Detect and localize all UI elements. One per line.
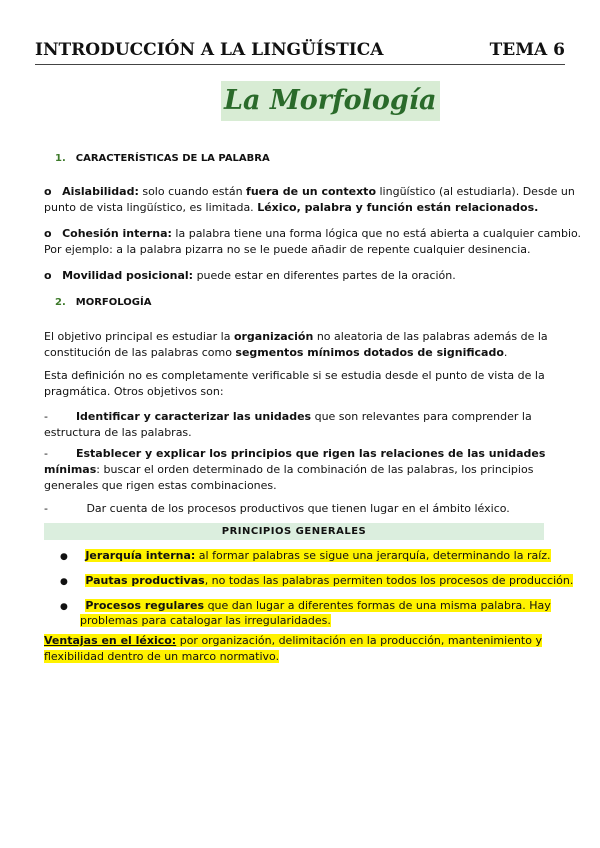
emphasis: fuera de un contexto — [246, 185, 376, 198]
text: que son relevantes para comprender la — [311, 410, 532, 423]
principios-heading: PRINCIPIOS GENERALES — [44, 523, 544, 540]
cohesion-line-1 — [44, 227, 581, 240]
topic-number: TEMA 6 — [489, 40, 565, 60]
dash: - — [44, 502, 48, 515]
objetivo-line-2 — [44, 346, 507, 359]
text: , no todas las palabras permiten todos los procesos de producción. — [204, 574, 574, 587]
dash: - — [44, 447, 48, 460]
emphasis: Jerarquía interna: — [85, 549, 196, 562]
text: que dan lugar a diferentes formas de una misma palabra. Hay — [204, 599, 551, 612]
emphasis: Pautas productivas — [85, 574, 205, 587]
dash: - — [44, 410, 48, 423]
list-marker: o — [44, 185, 52, 198]
text: por organización, delimitación en la producción, mantenimiento y — [176, 634, 542, 647]
definicion-line-2: pragmática. Otros objetivos son: — [44, 385, 224, 398]
section-number: 1. — [55, 153, 66, 164]
aislabilidad-line-1 — [44, 185, 575, 198]
emphasis: mínimas — [44, 463, 97, 476]
text: no aleatoria de las palabras además de la — [313, 330, 548, 343]
section-title: MORFOLOGÍA — [75, 297, 152, 308]
principio-item — [60, 574, 573, 587]
text: solo cuando están — [138, 185, 247, 198]
text: . — [503, 346, 508, 359]
text: lingüístico (al estudiarla). Desde un — [376, 185, 575, 198]
section-number: 2. — [55, 297, 66, 308]
text: la palabra tiene una forma lógica que no está abierta a cualquier cambio. — [171, 227, 582, 240]
ventajas-label: Ventajas en el léxico: — [44, 634, 177, 647]
movilidad-label: Movilidad posicional: — [62, 269, 194, 282]
text: al formar palabras se sigue una jerarquía, determinando la raíz. — [195, 549, 551, 562]
ventajas-line-1 — [44, 634, 542, 647]
objective-2-line-2 — [44, 463, 533, 476]
cohesion-line-2 — [44, 243, 531, 256]
objetivo-line-1 — [44, 330, 548, 343]
objective-2-line-3: generales que rigen estas combinaciones. — [44, 479, 277, 492]
ventajas-line-2 — [44, 650, 279, 663]
text: El objetivo principal es estudiar la — [44, 330, 234, 343]
bullet-icon: ● — [60, 602, 68, 612]
bullet-icon: ● — [60, 552, 68, 562]
highlighted-text — [85, 599, 550, 612]
cohesion-label: Cohesión interna: — [62, 227, 172, 240]
highlighted-text — [44, 634, 542, 647]
bullet-icon: ● — [60, 577, 68, 587]
text: : buscar el orden determinado de la combinación de las palabras, los principios — [96, 463, 534, 476]
aislabilidad-label: Aislabilidad: — [62, 185, 139, 198]
movilidad-line — [44, 269, 456, 282]
text: Por ejemplo: a la palabra pizarra no se le puede añadir de repente cualquier desinencia. — [44, 243, 531, 256]
list-marker: o — [44, 269, 52, 282]
text: constitución de las palabras como — [44, 346, 236, 359]
principio-item — [60, 599, 551, 612]
emphasis: segmentos mínimos dotados de significado — [235, 346, 504, 359]
principio-item-continuation — [80, 614, 331, 627]
objective-3-line — [44, 502, 510, 515]
list-marker: o — [44, 227, 52, 240]
section-heading-1 — [55, 153, 270, 164]
emphasis: Establecer y explicar los principios que rigen las relaciones de las unidades — [75, 447, 546, 460]
text: Dar cuenta de los procesos productivos que tienen lugar en el ámbito léxico. — [86, 502, 510, 515]
emphasis: Procesos regulares — [85, 599, 205, 612]
objective-1-line-2: estructura de las palabras. — [44, 426, 192, 439]
section-title: CARACTERÍSTICAS DE LA PALABRA — [75, 153, 270, 164]
highlighted-text — [85, 549, 550, 562]
emphasis: Léxico, palabra y función están relacionados. — [257, 201, 539, 214]
highlighted-text — [85, 574, 573, 587]
text: punto de vista lingüístico, es limitada. — [44, 201, 258, 214]
page-header — [35, 40, 565, 65]
objective-2-line-1 — [44, 447, 545, 460]
emphasis: organización — [233, 330, 314, 343]
principio-item — [60, 549, 551, 562]
highlighted-text: problemas para catalogar las irregularidades. — [80, 614, 331, 627]
text: puede estar en diferentes partes de la oración. — [193, 269, 456, 282]
objective-1-line-1 — [44, 410, 532, 423]
highlighted-text: flexibilidad dentro de un marco normativo. — [44, 650, 280, 663]
definicion-line-1: Esta definición no es completamente verificable si se estudia desde el punto de vista de la — [44, 369, 545, 382]
course-title: INTRODUCCIÓN A LA LINGÜÍSTICA — [35, 40, 384, 60]
section-heading-2 — [55, 297, 151, 308]
aislabilidad-line-2 — [44, 201, 538, 214]
emphasis: Identificar y caracterizar las unidades — [75, 410, 312, 423]
page-title: La Morfología — [221, 81, 440, 121]
